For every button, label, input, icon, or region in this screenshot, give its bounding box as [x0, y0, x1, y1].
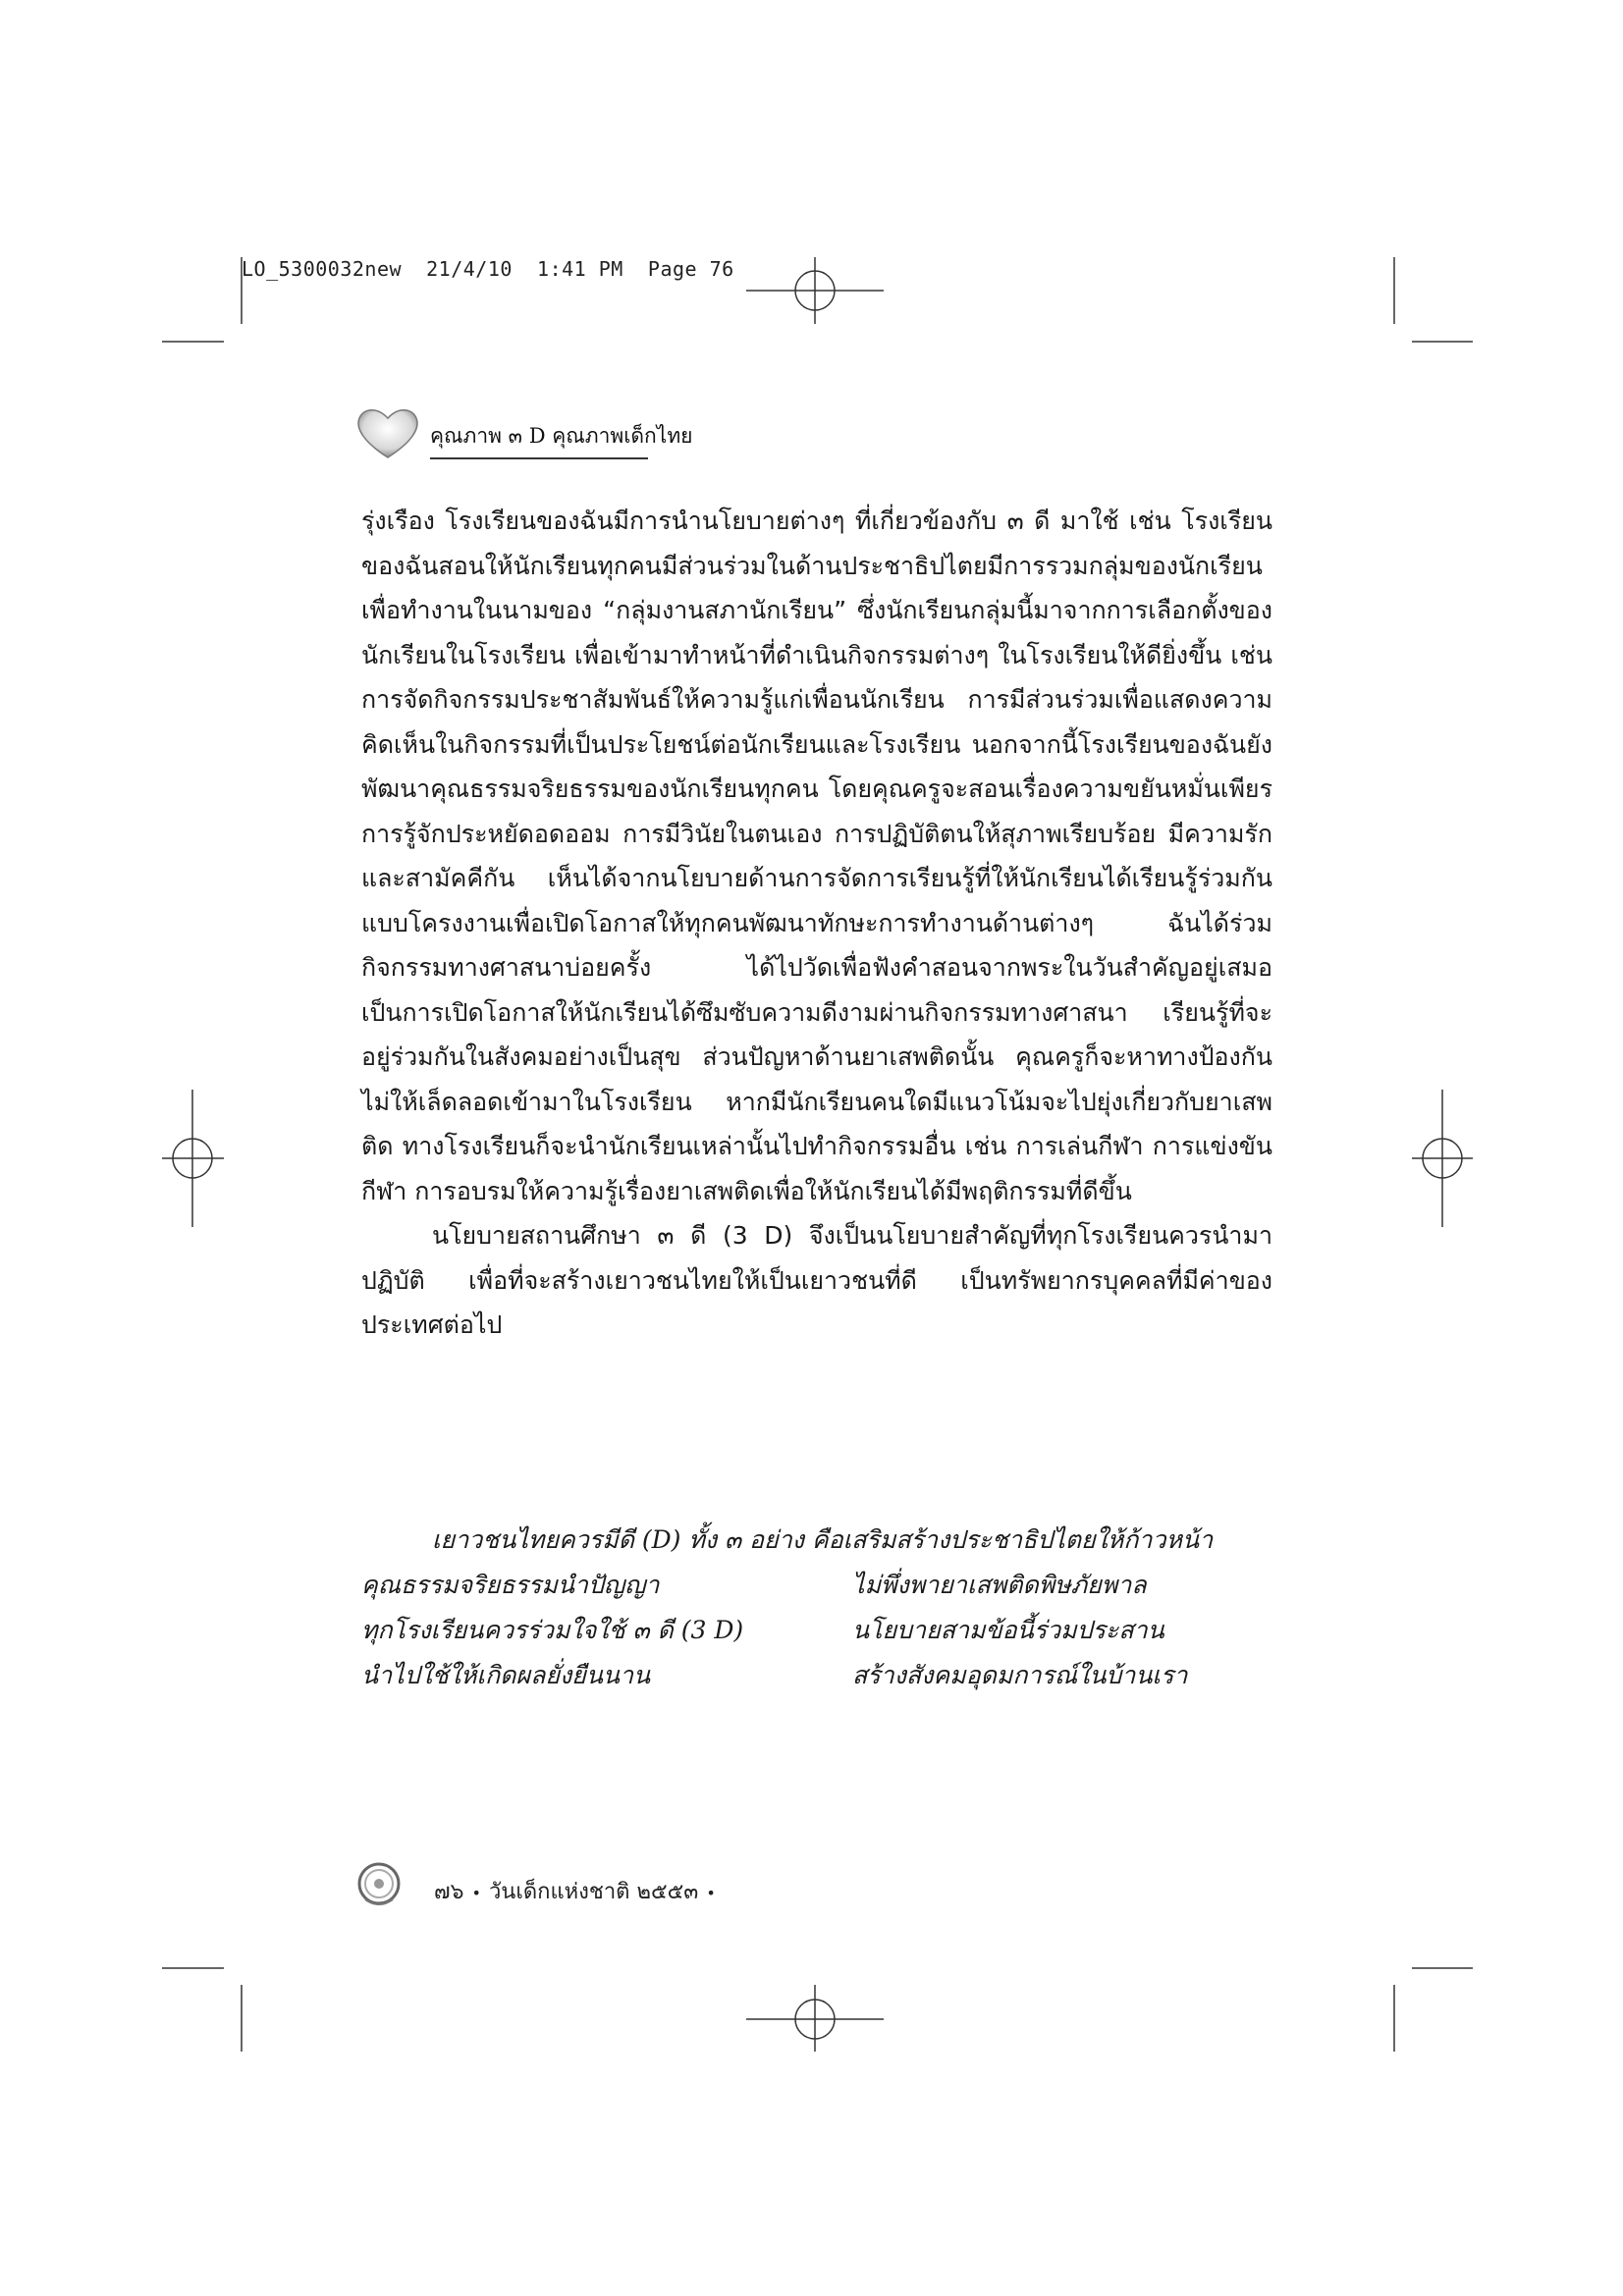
- slug-page: Page 76: [647, 257, 734, 281]
- slug-date: 21/4/10: [426, 257, 513, 281]
- poem-left: นำไปใช้ให้เกิดผลยั่งยืนนาน: [361, 1661, 651, 1689]
- poem-first-line: เยาวชนไทยควรมีดี (D) ทั้ง ๓ อย่าง คือเสริมสร้างประชาธิปไตยให้ก้าวหน้า: [432, 1525, 1214, 1554]
- page-footer: [353, 1860, 844, 1919]
- running-header: [353, 402, 766, 471]
- paragraph-2: นโยบายสถานศึกษา ๓ ดี (3 D) จึงเป็นนโยบายสำคัญที่ทุกโรงเรียนควรนำมาปฏิบัติ เพื่อที่จะสร้างเยาวชนไทยให้เป็นเยาวชนที่ดี เป็นทรัพยากรบุคคลที่มีค่าของประเทศต่อไป: [361, 1221, 1272, 1339]
- poem-right: ไม่พึ่งพายาเสพติดพิษภัยพาล: [852, 1571, 1147, 1599]
- page-number: ๗๖: [434, 1880, 464, 1904]
- slug-file: LO_5300032new: [242, 257, 403, 281]
- header-title: คุณภาพ ๓ D คุณภาพเด็กไทย: [430, 424, 693, 448]
- poem-row: [361, 1563, 1272, 1608]
- paragraph-1: รุ่งเรือง โรงเรียนของฉันมีการนำนโยบายต่างๆ ที่เกี่ยวข้องกับ ๓ ดี มาใช้ เช่น โรงเรียนของฉันสอนให้นักเรียนทุกคนมีส่วนร่วมในด้านประชาธิปไตยมีการรวมกลุ่มของนักเรียนเพื่อทำงานในนามของ “กลุ่มงานสภานักเรียน” ซึ่งนักเรียนกลุ่มนี้มาจากการเลือกตั้งของนักเรียนในโรงเรียน เพื่อเข้ามาทำหน้าที่ดำเนินกิจกรรมต่างๆ ในโรงเรียนให้ดียิ่งขึ้น เช่น การจัดกิจกรรมประชาสัมพันธ์ให้ความรู้แก่เพื่อนนักเรียน การมีส่วนร่วมเพื่อแสดงความคิดเห็นในกิจกรรมที่เป็นประโยชน์ต่อนักเรียนและโรงเรียน นอกจากนี้โรงเรียนของฉันยังพัฒนาคุณธรรมจริยธรรมของนักเรียนทุกคน โดยคุณครูจะสอนเรื่องความขยันหมั่นเพียร การรู้จักประหยัดอดออม การมีวินัยในตนเอง การปฏิบัติตนให้สุภาพเรียบร้อย มีความรักและสามัคคีกัน เห็นได้จากนโยบายด้านการจัดการเรียนรู้ที่ให้นักเรียนได้เรียนรู้ร่วมกันแบบโครงงานเพื่อเปิดโอกาสให้ทุกคนพัฒนาทักษะการทำงานด้านต่างๆ ฉันได้ร่วมกิจกรรมทางศาสนาบ่อยครั้ง ได้ไปวัดเพื่อฟังคำสอนจากพระในวันสำคัญอยู่เสมอ เป็นการเปิดโอกาสให้นักเรียนได้ซึมซับความดีงามผ่านกิจกรรมทางศาสนา เรียนรู้ที่จะอยู่ร่วมกันในสังคมอย่างเป็นสุข ส่วนปัญหาด้านยาเสพติดนั้น คุณครูก็จะหาทางป้องกันไม่ให้เล็ดลอดเข้ามาในโรงเรียน หากมีนักเรียนคนใดมีแนวโน้มจะไปยุ่งเกี่ยวกับยาเสพติด ทางโรงเรียนก็จะนำนักเรียนเหล่านั้นไปทำกิจกรรมอื่น เช่น การเล่นกีฬา การแข่งขันกีฬา การอบรมให้ความรู้เรื่องยาเสพติดเพื่อให้นักเรียนได้มีพฤติกรรมที่ดีขึ้น: [361, 507, 1272, 1205]
- heart-icon: [353, 402, 422, 461]
- poem-left: คุณธรรมจริยธรรมนำปัญญา: [361, 1571, 660, 1599]
- poem: [361, 1518, 1272, 1698]
- header-rule: [430, 457, 648, 459]
- footer-text: [434, 1874, 724, 1908]
- bullet: •: [471, 1884, 481, 1902]
- poem-right: นโยบายสามข้อนี้ร่วมประสาน: [852, 1616, 1164, 1644]
- publication-title: วันเด็กแห่งชาติ ๒๕๕๓: [488, 1880, 699, 1904]
- bullet: •: [706, 1884, 716, 1902]
- poem-row: [361, 1608, 1272, 1653]
- emblem-icon: [353, 1860, 405, 1911]
- poem-row: [361, 1653, 1272, 1698]
- body-text: [361, 499, 1272, 1348]
- slug-time: 1:41 PM: [537, 257, 623, 281]
- poem-left: ทุกโรงเรียนควรร่วมใจใช้ ๓ ดี (3 D): [361, 1616, 744, 1644]
- poem-right: สร้างสังคมอุดมการณ์ในบ้านเรา: [852, 1661, 1188, 1689]
